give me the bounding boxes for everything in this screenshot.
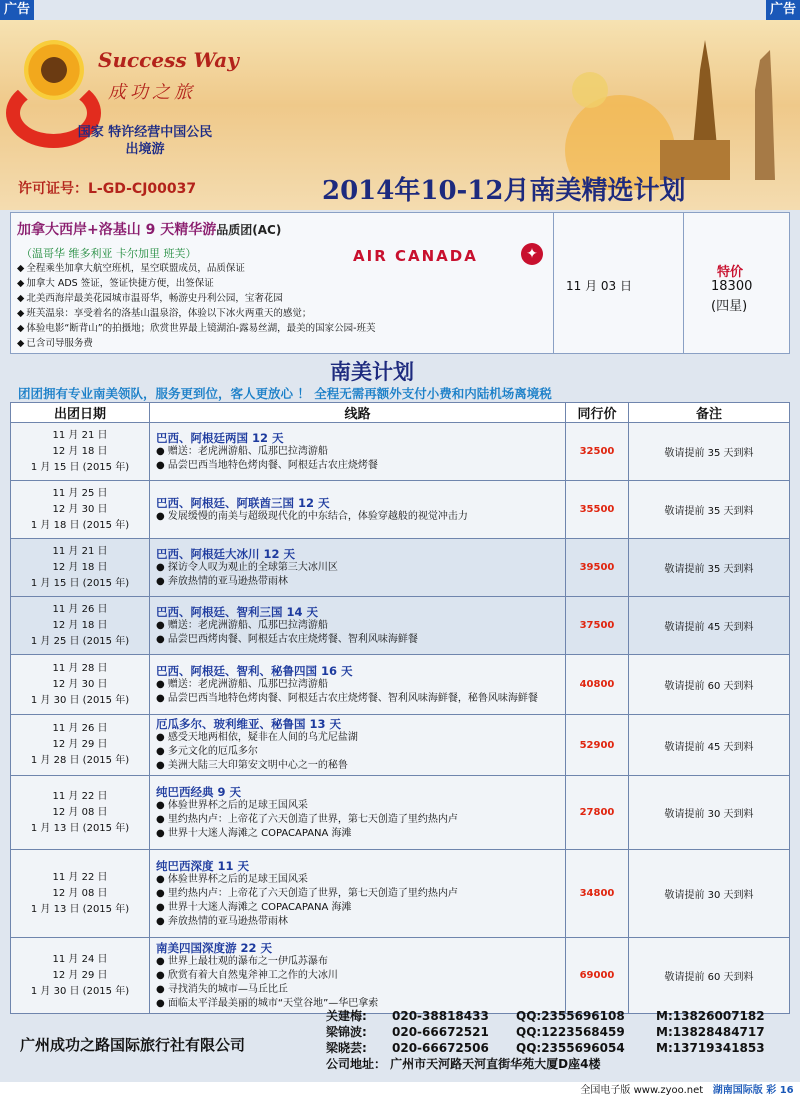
route-item: ● 奔放热情的亚马逊热带雨林 xyxy=(156,575,561,589)
company-address: 公司地址： 广州市天河路天河直街华苑大厦D座4楼 xyxy=(326,1057,601,1071)
date: 12 月 29 日 xyxy=(52,739,108,750)
row-route xyxy=(150,938,566,1014)
route-item: ● 探访令人叹为观止的全球第三大冰川区 xyxy=(156,561,561,575)
contact-name: 关建梅: xyxy=(326,1009,367,1023)
date: 11 月 21 日 xyxy=(52,545,108,557)
route-item: ● 感受天地两相依，疑非在人间的乌尤尼盐湖 xyxy=(156,731,561,745)
date: 1 月 25 日 (2015 年) xyxy=(30,635,130,647)
route-item: ● 世界上最壮观的瀑布之一伊瓜苏瀑布 xyxy=(156,955,561,969)
route-item: ● 发展缓慢的南美与超级现代化的中东结合，体验穿越般的视觉冲击力 xyxy=(156,510,561,524)
divider xyxy=(683,213,684,353)
date: 12 月 18 日 xyxy=(52,619,108,631)
route-item: ● 体验世界杯之后的足球王国风采 xyxy=(156,873,561,887)
date: 1 月 13 日 (2015 年) xyxy=(30,903,130,915)
tour-table xyxy=(10,402,790,1014)
featured-title-main: 加拿大西岸+洛基山 9 天精华游 xyxy=(17,222,217,238)
row-note: 敬请提前 30 天到料 xyxy=(629,776,790,850)
landmarks-illustration xyxy=(560,30,800,190)
contact-mobile: M:13826007182 xyxy=(656,1009,765,1023)
date: 11 月 21 日 xyxy=(52,429,108,441)
route-item: ● 品尝巴西当地特色烤肉餐、阿根廷古农庄烧烤餐 xyxy=(156,459,561,473)
license-number: 许可证号：L-GD-CJ00037 xyxy=(18,181,197,197)
contact-tel: 020-66672521 xyxy=(392,1025,489,1039)
date: 1 月 30 日 (2015 年) xyxy=(30,985,130,997)
airline-logo-text: AIR CANADA xyxy=(353,247,478,265)
row-note: 敬请提前 45 天到料 xyxy=(629,597,790,655)
logo-sunflower-icon xyxy=(24,40,84,100)
row-price: 52900 xyxy=(566,715,629,776)
date: 1 月 15 日 (2015 年) xyxy=(30,577,130,589)
route-title: 巴西、阿根廷、智利三国 14 天 xyxy=(156,604,319,619)
contact-qq: QQ:1223568459 xyxy=(516,1025,625,1039)
row-route xyxy=(150,597,566,655)
col-header-note: 备注 xyxy=(629,403,790,423)
route-item: ● 奔放热情的亚马逊热带雨林 xyxy=(156,915,561,929)
route-item: ● 欣赏有着大自然鬼斧神工之作的大冰川 xyxy=(156,969,561,983)
row-route xyxy=(150,850,566,938)
date: 11 月 28 日 xyxy=(52,662,108,674)
route-title: 南美四国深度游 22 天 xyxy=(156,940,273,955)
col-header-price: 同行价 xyxy=(566,403,629,423)
col-header-route: 线路 xyxy=(150,403,566,423)
featured-stars: (四星) xyxy=(711,299,748,314)
row-price: 69000 xyxy=(566,938,629,1014)
featured-bullet: ◆ 班芙温泉：享受着名的洛基山温泉浴，体验以下冰火两重天的感觉； xyxy=(17,306,376,321)
table-row xyxy=(11,423,790,481)
date: 12 月 18 日 xyxy=(52,445,108,457)
route-item: ● 里约热内卢：上帝花了六天创造了世界，第七天创造了里约热内卢 xyxy=(156,887,561,901)
table-row xyxy=(11,938,790,1014)
contact-mobile: M:13828484717 xyxy=(656,1025,765,1039)
route-title: 纯巴西深度 11 天 xyxy=(156,858,250,873)
table-row xyxy=(11,481,790,539)
row-price: 37500 xyxy=(566,597,629,655)
table-row xyxy=(11,715,790,776)
footer-page-label: 湖南国际版 彩 16 xyxy=(712,1085,794,1096)
page-footer xyxy=(0,1082,800,1100)
featured-bullet: ◆ 体验电影“断背山”的拍摄地；欣赏世界最上镜湖泊-露易丝湖，最美的国家公园-班芙 xyxy=(17,321,376,336)
row-route xyxy=(150,776,566,850)
row-route xyxy=(150,655,566,715)
date: 11 月 26 日 xyxy=(52,603,108,615)
tagline-line-2: 出境游 xyxy=(125,142,165,157)
contact-block xyxy=(326,1008,765,1072)
table-row xyxy=(11,850,790,938)
route-item: ● 世界十大迷人海滩之 COPACAPANA 海滩 xyxy=(156,901,561,915)
section-title: 南美计划 xyxy=(330,360,414,384)
contact-row xyxy=(326,1040,765,1056)
date: 12 月 08 日 xyxy=(52,806,108,818)
route-item: ● 美洲大陆三大印第安文明中心之一的秘鲁 xyxy=(156,759,561,773)
row-dates xyxy=(11,715,150,776)
row-price: 39500 xyxy=(566,539,629,597)
table-row xyxy=(11,539,790,597)
route-item: ● 里约热内卢：上帝花了六天创造了世界，第七天创造了里约热内卢 xyxy=(156,813,561,827)
route-item: ● 面临太平洋最美丽的城市“天堂谷地”—华巴拿索 xyxy=(156,997,561,1011)
featured-price: 18300 xyxy=(711,279,753,294)
row-dates xyxy=(11,655,150,715)
row-note: 敬请提前 35 天到料 xyxy=(629,423,790,481)
featured-price-label: 特价 xyxy=(717,265,744,280)
date: 11 月 22 日 xyxy=(52,871,108,883)
route-item: ● 赠送：老虎洲游船、瓜那巴拉湾游船 xyxy=(156,678,561,692)
contact-row xyxy=(326,1008,765,1024)
route-title: 巴西、阿根廷、阿联酋三国 12 天 xyxy=(156,495,330,510)
brand-name-en: Success Way xyxy=(98,48,239,72)
contact-tel: 020-66672506 xyxy=(392,1041,489,1055)
row-note: 敬请提前 30 天到料 xyxy=(629,850,790,938)
date: 11 月 24 日 xyxy=(52,953,108,965)
date: 12 月 30 日 xyxy=(52,678,108,690)
footer-website: 全国电子版 www.zyoo.net xyxy=(580,1085,704,1096)
contact-tel: 020-38818433 xyxy=(392,1009,489,1023)
date: 1 月 28 日 (2015 年) xyxy=(30,755,130,766)
date: 12 月 18 日 xyxy=(52,561,108,573)
row-dates xyxy=(11,938,150,1014)
ad-label-left: 广告 xyxy=(0,0,34,20)
featured-bullet: ◆ 北美西海岸最美花园城市温哥华，畅游史丹利公园，宝奢花园 xyxy=(17,291,376,306)
ad-label-right: 广告 xyxy=(766,0,800,20)
featured-cities: （温哥华 维多利亚 卡尔加里 班芙） xyxy=(21,247,197,260)
row-dates xyxy=(11,776,150,850)
row-note: 敬请提前 35 天到料 xyxy=(629,539,790,597)
row-note: 敬请提前 45 天到料 xyxy=(629,715,790,776)
featured-title-suffix: 品质团(AC) xyxy=(216,223,282,237)
contact-name: 梁晓芸: xyxy=(326,1041,367,1055)
date: 12 月 08 日 xyxy=(52,887,108,899)
row-dates xyxy=(11,597,150,655)
row-dates xyxy=(11,539,150,597)
maple-leaf-icon: ✦ xyxy=(521,243,543,265)
featured-bullet: ◆ 加拿大 ADS 签证，签证快捷方便，出签保证 xyxy=(17,276,376,291)
section-subtitle: 团团拥有专业南美领队，服务更到位，客人更放心 ！ 全程无需再额外支付小费和内陆机场离境税 xyxy=(18,386,552,401)
row-route xyxy=(150,539,566,597)
featured-bullet: ◆ 已含司导服务费 xyxy=(17,336,376,351)
table-row xyxy=(11,776,790,850)
row-price: 32500 xyxy=(566,423,629,481)
date: 1 月 30 日 (2015 年) xyxy=(30,694,130,706)
row-note: 敬请提前 60 天到料 xyxy=(629,655,790,715)
route-title: 巴西、阿根廷两国 12 天 xyxy=(156,430,284,445)
date: 12 月 29 日 xyxy=(52,969,108,981)
date: 12 月 30 日 xyxy=(52,503,108,515)
date: 1 月 18 日 (2015 年) xyxy=(30,519,130,531)
row-price: 34800 xyxy=(566,850,629,938)
contact-mobile: M:13719341853 xyxy=(656,1041,765,1055)
brand-name-cn: 成功之旅 xyxy=(108,82,196,103)
date: 11 月 22 日 xyxy=(52,790,108,802)
contact-name: 梁锦波: xyxy=(326,1025,367,1039)
route-item: ● 赠送：老虎洲游船、瓜那巴拉湾游船 xyxy=(156,445,561,459)
col-header-dates: 出团日期 xyxy=(11,403,150,423)
contact-row xyxy=(326,1024,765,1040)
row-price: 27800 xyxy=(566,776,629,850)
main-title: 2014年10-12月南美精选计划 xyxy=(322,176,686,206)
company-name: 广州成功之路国际旅行社有限公司 xyxy=(20,1036,246,1054)
featured-bullet: ◆ 全程乘坐加拿大航空班机，星空联盟成员，品质保证 xyxy=(17,261,376,276)
row-route xyxy=(150,481,566,539)
route-item: ● 品尝巴西烤肉餐、阿根廷古农庄烧烤餐、智利风味海鲜餐 xyxy=(156,633,561,647)
route-item: ● 世界十大迷人海滩之 COPACAPANA 海滩 xyxy=(156,827,561,841)
route-item: ● 体验世界杯之后的足球王国风采 xyxy=(156,799,561,813)
contact-qq: QQ:2355696054 xyxy=(516,1041,625,1055)
tagline-line-1: 国家 特许经营中国公民 xyxy=(77,125,213,140)
table-header-row xyxy=(11,403,790,423)
featured-tour xyxy=(10,212,790,354)
date: 1 月 13 日 (2015 年) xyxy=(30,822,130,834)
table-row xyxy=(11,655,790,715)
table-row xyxy=(11,597,790,655)
date: 11 月 25 日 xyxy=(52,487,108,499)
date: 1 月 15 日 (2015 年) xyxy=(30,461,130,473)
route-title: 厄瓜多尔、玻利维亚、秘鲁国 13 天 xyxy=(156,717,342,731)
featured-bullets xyxy=(17,261,376,351)
route-item: ● 品尝巴西当地特色烤肉餐、阿根廷古农庄烧烤餐、智利风味海鲜餐，秘鲁风味海鲜餐 xyxy=(156,692,561,706)
route-item: ● 多元文化的厄瓜多尔 xyxy=(156,745,561,759)
row-route xyxy=(150,423,566,481)
featured-title xyxy=(17,219,281,239)
row-dates xyxy=(11,850,150,938)
route-title: 纯巴西经典 9 天 xyxy=(156,784,242,799)
row-note: 敬请提前 35 天到料 xyxy=(629,481,790,539)
featured-date: 11 月 03 日 xyxy=(566,279,632,293)
date: 11 月 26 日 xyxy=(52,723,108,734)
brand-tagline xyxy=(40,124,250,158)
route-title: 巴西、阿根廷、智利、秘鲁四国 16 天 xyxy=(156,663,353,678)
row-dates xyxy=(11,423,150,481)
route-title: 巴西、阿根廷大冰川 12 天 xyxy=(156,546,296,561)
row-route xyxy=(150,715,566,776)
row-price: 35500 xyxy=(566,481,629,539)
route-item: ● 寻找消失的城市—马丘比丘 xyxy=(156,983,561,997)
row-note: 敬请提前 60 天到料 xyxy=(629,938,790,1014)
row-dates xyxy=(11,481,150,539)
divider xyxy=(553,213,554,353)
row-price: 40800 xyxy=(566,655,629,715)
contact-qq: QQ:2355696108 xyxy=(516,1009,625,1023)
route-item: ● 赠送：老虎洲游船、瓜那巴拉湾游船 xyxy=(156,619,561,633)
